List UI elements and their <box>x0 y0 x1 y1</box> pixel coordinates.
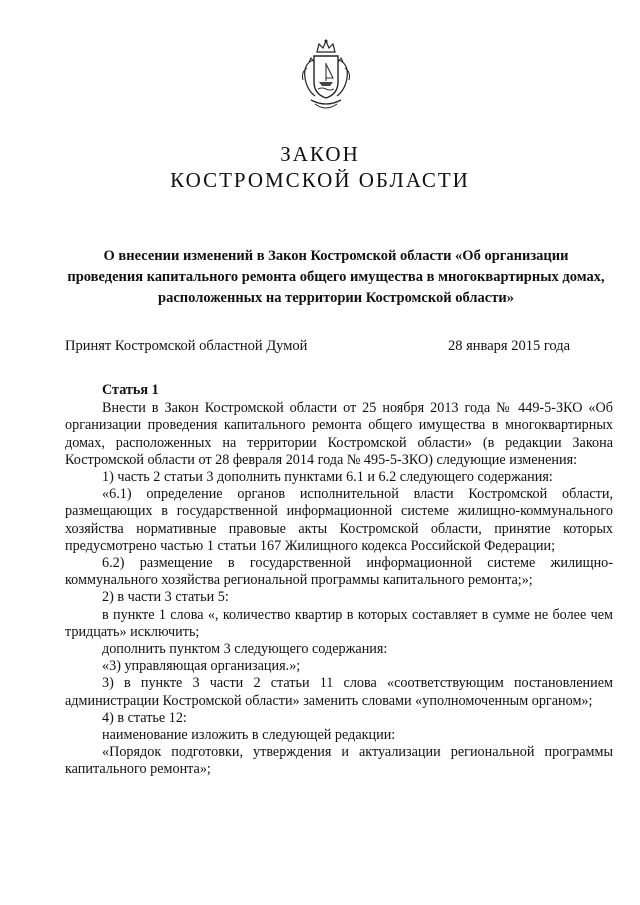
paragraph: «3) управляющая организация.»; <box>102 658 301 675</box>
article-body <box>65 382 613 779</box>
paragraph: «6.1) определение органов исполнительной власти Костромской области, размещающих в государственной информационной системе жилищно-коммунального хозяйства нормативные правовые акты Костромской области, принятие которых предусмотрено частью 1 статьи 167 Жилищного кодекса Российской Федерации; <box>65 486 613 554</box>
paragraph: «Порядок подготовки, утверждения и актуализации региональной программы капитального ремонта»; <box>65 744 613 778</box>
law-subtitle: О внесении изменений в Закон Костромской области «Об организации проведения капитального ремонта общего имущества в многоквартирных домах, расположенных на территории Костромской области» <box>67 248 605 306</box>
paragraph: в пункте 1 слова «, количество квартир в которых составляет в сумме не более чем тридцать» исключить; <box>65 606 613 640</box>
paragraph: 6.2) размещение в государственной информационной системе жилищно-коммунального хозяйства региональной программы капитального ремонта;»; <box>65 555 613 589</box>
paragraph: 2) в части 3 статьи 5: <box>102 589 229 606</box>
paragraph: 1) часть 2 статьи 3 дополнить пунктами 6.1 и 6.2 следующего содержания: <box>102 469 553 486</box>
paragraph: 4) в статье 12: <box>102 709 187 726</box>
paragraph: Внести в Закон Костромской области от 25 ноября 2013 года № 449-5-ЗКО «Об организации проведения капитального ремонта общего имущества в многоквартирных домах, расположенных на территории Костромской области» (в редакции Закона Костромской области от 28 февраля 2014 года № 495-5-ЗКО) следующие изменения: <box>65 400 613 468</box>
paragraph: наименование изложить в следующей редакции: <box>102 727 396 744</box>
article-heading: Статья 1 <box>102 382 159 398</box>
adopted-by: Принят Костромской областной Думой <box>65 338 308 354</box>
adoption-date: 28 января 2015 года <box>448 338 571 354</box>
coat-of-arms-emblem <box>297 38 355 114</box>
law-title: ЗАКОН <box>280 142 360 166</box>
paragraph: 3) в пункте 3 части 2 статьи 11 слова «соответствующим постановлением администрации Костромской области» заменить словами «уполномоченным органом»; <box>65 675 613 709</box>
law-title-region: КОСТРОМСКОЙ ОБЛАСТИ <box>170 168 470 192</box>
paragraph: дополнить пунктом 3 следующего содержания: <box>102 641 388 658</box>
